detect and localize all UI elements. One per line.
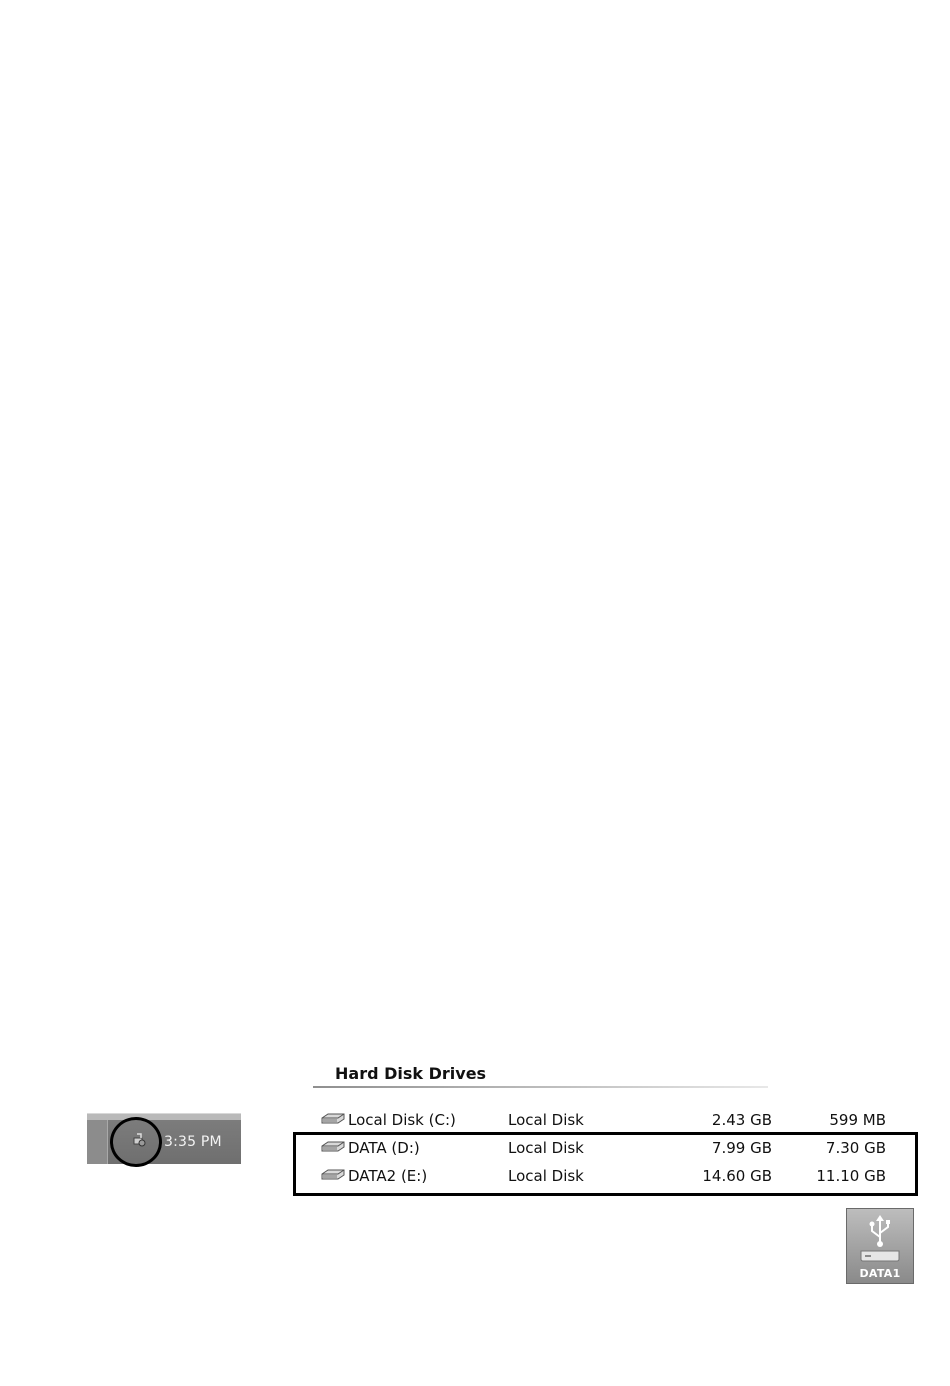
- usb-drive-icon: [847, 1211, 913, 1267]
- drive-name: DATA2 (E:): [348, 1167, 428, 1185]
- drive-type: Local Disk: [508, 1139, 584, 1157]
- drive-free-space: 7.30 GB: [825, 1139, 886, 1157]
- section-title: Hard Disk Drives: [335, 1064, 487, 1083]
- drive-free-space: 599 MB: [829, 1111, 886, 1129]
- drive-name: DATA (D:): [348, 1139, 420, 1157]
- drive-total-size: 2.43 GB: [711, 1111, 772, 1129]
- drive-row[interactable]: [320, 1110, 900, 1132]
- drive-type: Local Disk: [508, 1167, 584, 1185]
- usb-drive-label: DATA1: [859, 1267, 901, 1280]
- hard-disk-icon: [320, 1113, 346, 1127]
- drive-name: Local Disk (C:): [348, 1111, 456, 1129]
- section-divider: [313, 1086, 768, 1088]
- drive-free-space: 11.10 GB: [816, 1167, 886, 1185]
- highlight-circle: [110, 1117, 162, 1167]
- highlight-box: [293, 1132, 918, 1196]
- usb-drive-tile[interactable]: [846, 1208, 914, 1284]
- drive-total-size: 14.60 GB: [702, 1167, 772, 1185]
- drive-total-size: 7.99 GB: [711, 1139, 772, 1157]
- drive-type: Local Disk: [508, 1111, 584, 1129]
- clock[interactable]: 3:35 PM: [164, 1134, 222, 1150]
